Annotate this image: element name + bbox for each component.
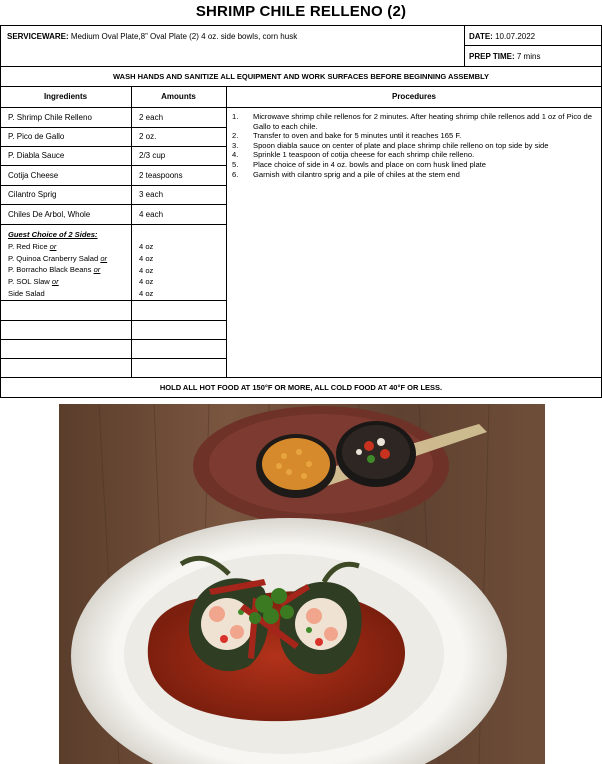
rule bbox=[0, 377, 602, 378]
procedure-step bbox=[232, 141, 598, 151]
serviceware-value: Medium Oval Plate,8” Oval Plate (2) 4 oz. side bowls, corn husk bbox=[70, 32, 298, 41]
rule bbox=[0, 224, 226, 225]
step-number: 2. bbox=[232, 131, 239, 141]
ingredient-name: Cotija Cheese bbox=[8, 171, 59, 180]
procedure-step bbox=[232, 170, 598, 180]
rule bbox=[0, 25, 602, 26]
ingredient-name: P. Shrimp Chile Relleno bbox=[8, 113, 92, 122]
prep-time-cell bbox=[469, 52, 540, 61]
ingredient-amount: 2 teaspoons bbox=[139, 171, 183, 180]
rule bbox=[0, 300, 226, 301]
or-word: or bbox=[100, 253, 108, 263]
procedure-step bbox=[232, 150, 598, 160]
side-item bbox=[8, 241, 107, 253]
procedure-step bbox=[232, 160, 598, 170]
date-value: 10.07.2022 bbox=[495, 32, 536, 41]
sanitize-banner: WASH HANDS AND SANITIZE ALL EQUIPMENT AND WORK SURFACES BEFORE BEGINNING ASSEMBLY bbox=[113, 72, 489, 81]
side-amount: 4 oz bbox=[139, 242, 154, 251]
procedures-header: Procedures bbox=[391, 92, 437, 101]
food-temp-banner: HOLD ALL HOT FOOD AT 150°F OR MORE, ALL COLD FOOD AT 40°F OR LESS. bbox=[159, 383, 443, 392]
step-text: Garnish with cilantro sprig and a pile of chiles at the stem end bbox=[253, 169, 460, 179]
side-amount: 4 oz bbox=[139, 289, 154, 299]
prep-time-label: PREP TIME: bbox=[469, 52, 515, 61]
step-number: 4. bbox=[232, 150, 239, 160]
ingredient-name: Cilantro Sprig bbox=[8, 190, 57, 199]
side-item bbox=[8, 288, 107, 300]
serviceware-label: SERVICEWARE: bbox=[7, 32, 69, 41]
ingredient-amount: 2/3 cup bbox=[139, 151, 166, 160]
or-word: or bbox=[49, 241, 57, 251]
side-name: Side Salad bbox=[8, 288, 45, 298]
ingredient-amount: 2 oz. bbox=[139, 132, 157, 141]
red-rice bbox=[262, 438, 330, 490]
rule bbox=[0, 66, 602, 67]
rule bbox=[0, 397, 602, 398]
step-text: Microwave shrimp chile rellenos for 2 minutes. After heating shrimp chile rellenos add 1 oz of Pico de Gallo to each chile. bbox=[253, 112, 592, 131]
rule bbox=[464, 45, 602, 46]
sides-list bbox=[8, 229, 107, 300]
step-text: Place choice of side in 4 oz. bowls and place on corn husk lined plate bbox=[253, 159, 487, 169]
step-number: 1. bbox=[232, 112, 239, 121]
step-number: 6. bbox=[232, 169, 239, 179]
rule bbox=[0, 320, 226, 321]
step-text: Transfer to oven and bake for 5 minutes until it reaches 165 F. bbox=[253, 131, 462, 141]
rule bbox=[0, 339, 226, 340]
step-text: Spoon diabla sauce on center of plate and place shrimp chile relleno on top side by side bbox=[253, 140, 549, 150]
serviceware-cell bbox=[7, 32, 297, 41]
or-word: or bbox=[51, 277, 59, 287]
ingredient-amount: 2 each bbox=[139, 113, 164, 122]
side-amount: 4 oz bbox=[139, 277, 154, 287]
rule bbox=[0, 358, 226, 359]
rule bbox=[0, 127, 226, 128]
date-cell bbox=[469, 32, 535, 41]
rule bbox=[226, 86, 227, 377]
ingredient-name: Chiles De Arbol, Whole bbox=[8, 210, 91, 219]
procedures-list bbox=[232, 112, 598, 179]
ingredient-name: P. Pico de Gallo bbox=[8, 132, 65, 141]
side-name: P. Quinoa Cranberry Salad bbox=[8, 253, 99, 263]
side-item bbox=[8, 253, 107, 265]
ingredient-amount: 4 each bbox=[139, 210, 164, 219]
prep-time-value: 7 mins bbox=[516, 52, 541, 61]
side-name: P. Borracho Black Beans bbox=[8, 265, 92, 275]
rule bbox=[0, 86, 602, 87]
step-number: 5. bbox=[232, 159, 239, 169]
rule bbox=[0, 204, 226, 205]
dish-illustration bbox=[59, 404, 545, 764]
procedure-step bbox=[232, 131, 598, 141]
side-item bbox=[8, 276, 107, 288]
side-name: P. SOL Slaw bbox=[8, 277, 50, 287]
ingredient-name: P. Diabla Sauce bbox=[8, 151, 65, 160]
or-word: or bbox=[93, 265, 101, 275]
sides-title: Guest Choice of 2 Sides: bbox=[8, 230, 98, 239]
side-amount: 4 oz bbox=[139, 253, 154, 263]
date-label: DATE: bbox=[469, 32, 493, 41]
side-amount: 4 oz bbox=[139, 265, 154, 275]
rule bbox=[464, 25, 465, 66]
amounts-header: Amounts bbox=[161, 92, 196, 101]
black-beans bbox=[342, 425, 410, 479]
recipe-title: SHRIMP CHILE RELLENO (2) bbox=[195, 3, 407, 20]
plated-dish-photo bbox=[59, 404, 545, 764]
rule bbox=[0, 107, 602, 108]
step-number: 3. bbox=[232, 140, 239, 150]
procedure-step bbox=[232, 112, 598, 131]
rule bbox=[0, 165, 226, 166]
sides-amounts bbox=[139, 241, 153, 300]
ingredient-amount: 3 each bbox=[139, 190, 164, 199]
ingredients-header: Ingredients bbox=[43, 92, 88, 101]
rule bbox=[0, 146, 226, 147]
step-text: Sprinkle 1 teaspoon of cotija cheese for each shrimp chile relleno. bbox=[253, 150, 475, 160]
rule bbox=[0, 185, 226, 186]
side-name: P. Red Rice bbox=[8, 241, 48, 251]
side-item bbox=[8, 264, 107, 276]
rule bbox=[131, 86, 132, 377]
